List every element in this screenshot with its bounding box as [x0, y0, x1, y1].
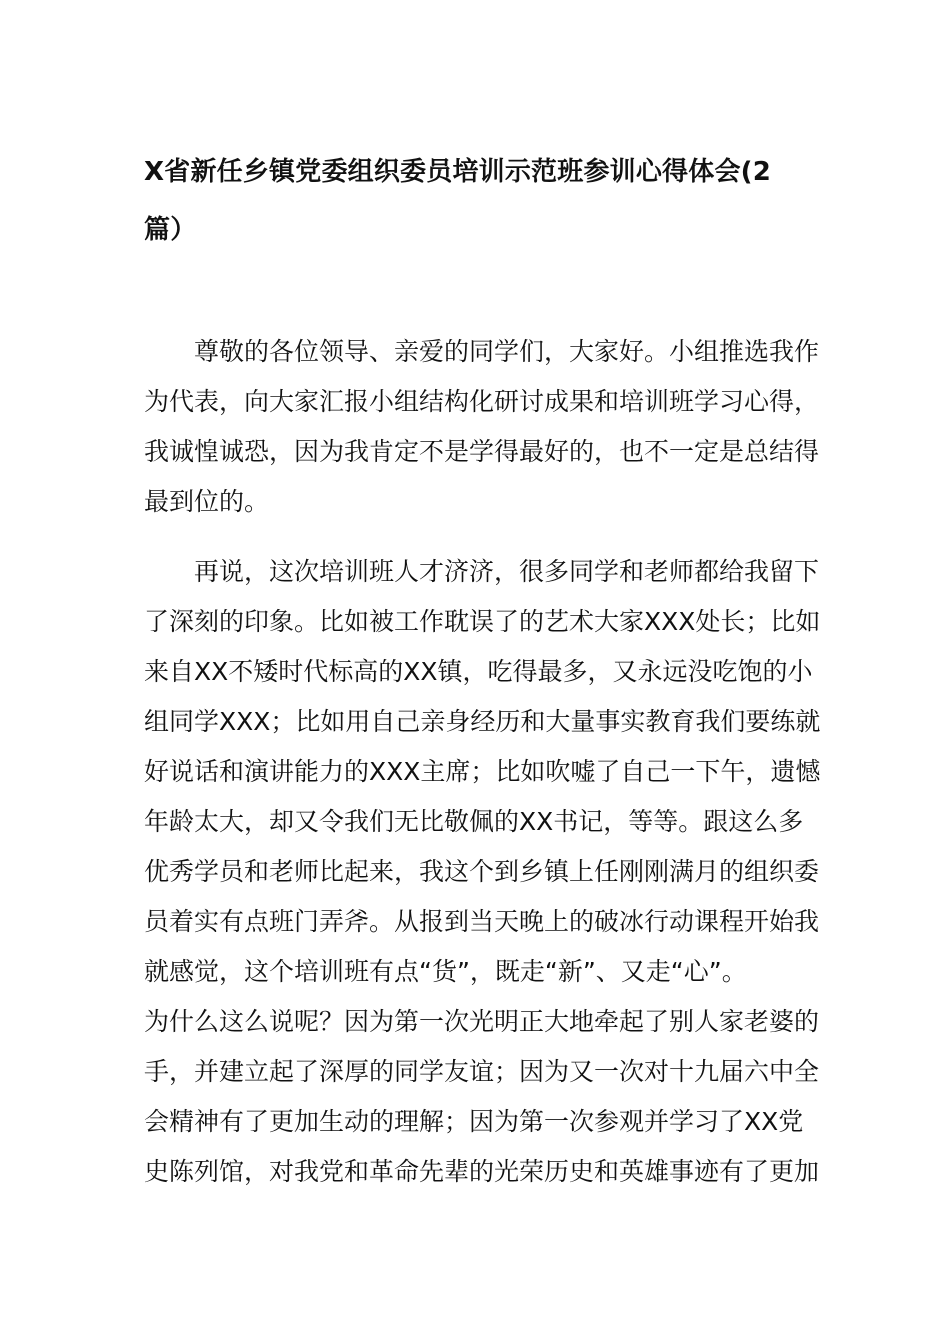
paragraph-line: 组同学XXX；比如用自己亲身经历和大量事实教育我们要练就	[144, 707, 821, 736]
paragraph-line: 手，并建立起了深厚的同学友谊；因为又一次对十九届六中全	[144, 1057, 820, 1086]
document-title-line-1: X省新任乡镇党委组织委员培训示范班参训心得体会(2	[144, 157, 772, 187]
paragraph-line: 员着实有点班门弄斧。从报到当天晚上的破冰行动课程开始我	[144, 907, 820, 936]
paragraph-line: 再说，这次培训班人才济济，很多同学和老师都给我留下	[194, 557, 820, 586]
paragraph-line: 史陈列馆，对我党和革命先辈的光荣历史和英雄事迹有了更加	[144, 1157, 820, 1186]
paragraph-line: 尊敬的各位领导、亲爱的同学们，大家好。小组推选我作	[194, 337, 820, 366]
paragraph-line: 来自XX不矮时代标高的XX镇，吃得最多，又永远没吃饱的小	[144, 657, 813, 686]
paragraph-line: 最到位的。	[144, 487, 270, 516]
paragraph-line: 为什么这么说呢？因为第一次光明正大地牵起了别人家老婆的	[144, 1007, 820, 1036]
document-title-line-2: 篇）	[144, 215, 197, 245]
paragraph-line: 年龄太大，却又令我们无比敬佩的XX书记，等等。跟这么多	[144, 807, 804, 836]
paragraph-line: 好说话和演讲能力的XXX主席；比如吹嘘了自己一下午，遗憾	[144, 757, 821, 786]
paragraph-line: 优秀学员和老师比起来，我这个到乡镇上任刚刚满月的组织委	[144, 857, 820, 886]
paragraph-line: 我诚惶诚恐，因为我肯定不是学得最好的，也不一定是总结得	[144, 437, 820, 466]
paragraph-line: 会精神有了更加生动的理解；因为第一次参观并学习了XX党	[144, 1107, 804, 1136]
paragraph-line: 为代表，向大家汇报小组结构化研讨成果和培训班学习心得，	[144, 387, 820, 416]
paragraph-line: 就感觉，这个培训班有点“货”，既走“新”、又走“心”。	[144, 957, 747, 986]
paragraph-line: 了深刻的印象。比如被工作耽误了的艺术大家XXX处长；比如	[144, 607, 821, 636]
